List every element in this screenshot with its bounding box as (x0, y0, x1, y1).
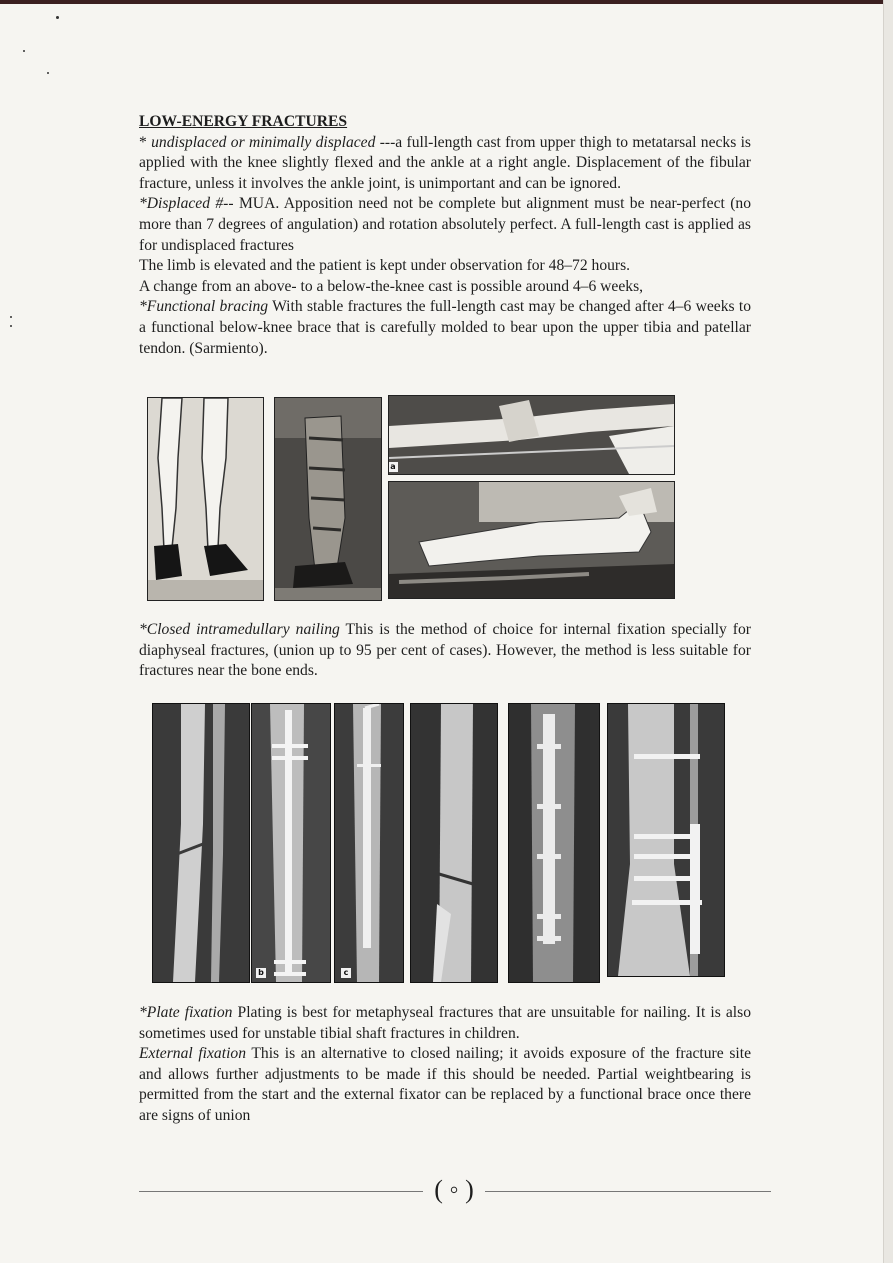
page-number: ( ◦ ) (434, 1175, 474, 1204)
xray-plate-panel (508, 703, 600, 983)
fixation-text-block (139, 1003, 751, 1127)
scan-speck (10, 325, 12, 327)
section-heading: LOW-ENERGY FRACTURES (139, 113, 348, 130)
intro-text-block (139, 112, 751, 359)
below-knee-cast-photo (388, 481, 675, 599)
cast-change-line: A change from an above- to a below-the-knee cast is possible around 4–6 weeks, (139, 277, 644, 295)
functional-bracing-text: With stable fractures the full-length cast may be changed after 4–6 weeks to a functional below-knee brace that is carefully molded to bear upon the upper tibia and patellar tendon. (Sarmiento). (139, 298, 751, 357)
footer-rule-right (485, 1191, 771, 1192)
external-fixation-paragraph (139, 1044, 751, 1126)
external-fixation-lead: External fixation (139, 1045, 246, 1063)
scan-speck (10, 316, 12, 318)
xray-sublabel: c (341, 968, 351, 978)
knee-brace-photo (274, 397, 382, 601)
photo-sublabel: a (388, 462, 398, 472)
page-right-edge (883, 0, 893, 1263)
page-top-edge (0, 0, 893, 4)
plate-fixation-lead: *Plate fixation (139, 1004, 233, 1021)
xray-fracture-panel (152, 703, 250, 983)
scan-speck (47, 72, 49, 74)
xray-nail-panel-b (251, 703, 331, 983)
long-leg-cast-photo (388, 395, 675, 475)
displaced-text: MUA. Apposition need not be complete but alignment must be near-perfect (no more than 7 degrees of angulation) and rotation absolutely perfect. A full-length cast is applied as for undisplaced fractures (139, 195, 751, 254)
displaced-paragraph (139, 194, 751, 256)
footer-rule-left (139, 1191, 423, 1192)
xray-unnailed-panel (410, 703, 498, 983)
plate-fixation-paragraph (139, 1003, 751, 1044)
bullet: * (139, 133, 152, 151)
nailing-text-block (139, 620, 751, 682)
leg-braces-photo (147, 397, 264, 601)
scan-speck (56, 16, 59, 19)
undisplaced-paragraph (139, 133, 751, 195)
displaced-lead: *Displaced #-- (139, 195, 239, 213)
undisplaced-text: ---a full-length cast from upper thigh to metatarsal necks is applied with the knee slightly flexed and the ankle at a right angle. Displacement of the fibular fracture, unless it involves the ankle joint, is unimportant and can be ignored. (139, 133, 751, 192)
undisplaced-lead: undisplaced or minimally displaced (151, 133, 376, 151)
xray-external-fixator-panel (607, 703, 725, 977)
elevated-line: The limb is elevated and the patient is kept under observation for 48–72 hours. (139, 257, 631, 275)
nailing-text: This is the method of choice for internal fixation specially for diaphyseal fractures, (union up to 95 per cent of cases). However, the method is less suitable for fractures near the bone ends. (139, 621, 751, 680)
nailing-lead: *Closed intramedullary nailing (139, 621, 340, 638)
xray-nail-panel-c (334, 703, 404, 983)
scan-speck (23, 50, 25, 52)
functional-bracing-lead: *Functional bracing (139, 298, 269, 316)
functional-bracing-paragraph (139, 297, 751, 359)
xray-sublabel: b (256, 968, 266, 978)
nailing-paragraph (139, 620, 751, 682)
plate-fixation-text: Plating is best for metaphyseal fractures that are unsuitable for nailing. It is also sometimes used for unstable tibial shaft fractures in children. (139, 1004, 751, 1042)
external-fixation-text: This is an alternative to closed nailing; it avoids exposure of the fracture site and allows further adjustments to be made if this should be needed. Partial weightbearing is permitted from the start and the external fixator can be replaced by a functional brace once there are signs of union (139, 1045, 751, 1124)
